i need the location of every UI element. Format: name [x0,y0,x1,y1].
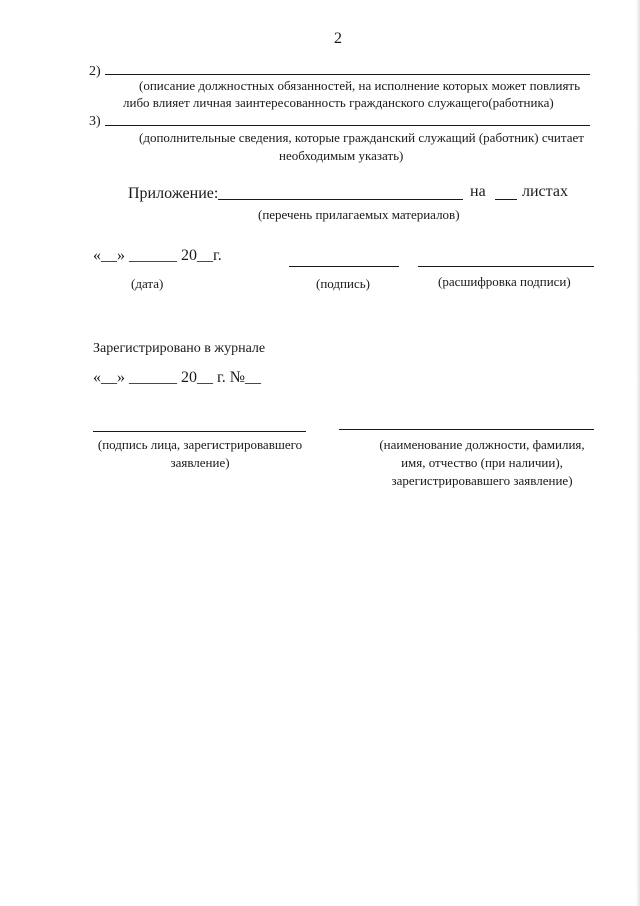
registrar-signature-line [93,431,306,432]
registration-date-line: «__» ______ 20__ г. №__ [93,369,262,386]
page-number: 2 [334,30,342,47]
item-3-caption-line1: (дополнительные сведения, которые гражданский служащий (работник) считает [139,130,584,145]
decryption-caption: (расшифровка подписи) [438,274,571,289]
scan-edge-shadow [636,0,640,906]
item-3-caption-line2: необходимым указать) [279,148,404,163]
registrar-name-caption-line3: зарегистрировавшего заявление) [391,473,573,488]
attachment-fill-line [218,199,463,200]
registrar-name-caption [362,436,602,490]
registrar-signature-caption-line1: (подпись лица, зарегистрировавшего [97,437,303,452]
signature-line [289,266,399,267]
attachment-sheets: листах [522,183,568,200]
attachment-sheets-fill-line [495,199,517,200]
registrar-name-line [339,429,594,430]
item-2-number: 2) [89,64,101,79]
attachment-caption: (перечень прилагаемых материалов) [258,207,460,222]
attachment-na: на [470,183,486,200]
item-2-caption-line1: (описание должностных обязанностей, на исполнение которых может повлиять [139,78,581,93]
item-3-number: 3) [89,114,101,129]
item-2-fill-line [105,74,590,75]
signature-caption: (подпись) [316,276,370,291]
attachment-label: Приложение: [128,185,219,202]
date-field: «__» ______ 20__г. [93,247,222,264]
date-caption: (дата) [131,276,164,291]
decryption-line [418,266,594,267]
registrar-signature-caption-line2: заявление) [170,455,230,470]
item-2-caption-line2: либо влияет личная заинтересованность гражданского служащего(работника) [123,95,554,110]
registrar-signature-caption [80,436,320,472]
registration-heading: Зарегистрировано в журнале [93,341,266,356]
registrar-name-caption-line1: (наименование должности, фамилия, [379,437,585,452]
registrar-name-caption-line2: имя, отчество (при наличии), [401,455,563,470]
item-3-fill-line [105,125,590,126]
